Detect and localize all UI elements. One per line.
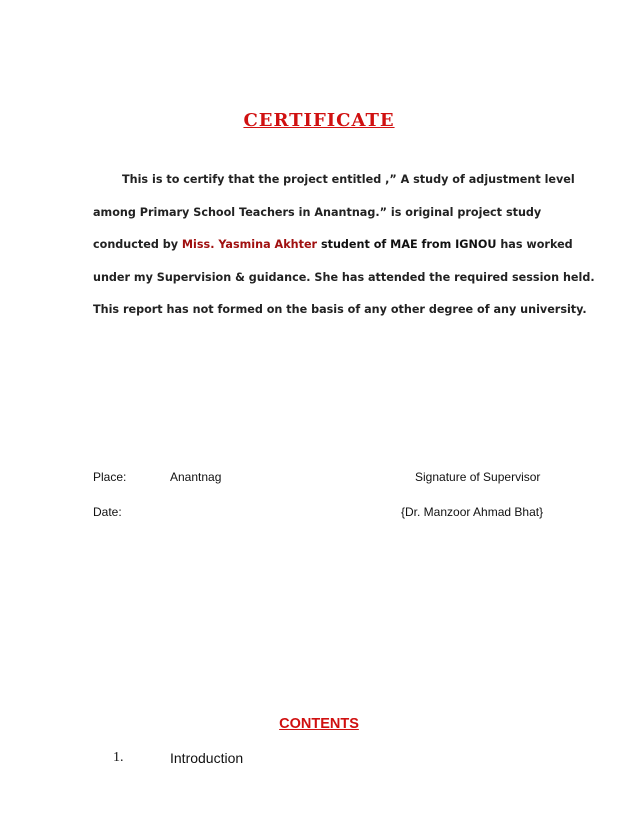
certificate-body: [93, 164, 595, 327]
date-label: Date:: [93, 505, 122, 519]
line-3-middle: student of MAE from IGNOU: [317, 238, 497, 251]
word: original: [405, 205, 454, 219]
certificate-line-3: [93, 229, 573, 262]
certificate-line-4: under my Supervision & guidance. She has attended the required session held.: [93, 270, 595, 284]
certificate-line-1: This is to certify that the project entitled ,” A study of adjustment level: [122, 173, 575, 186]
word: in: [298, 205, 311, 219]
place-label: Place:: [93, 470, 127, 484]
certificate-line-2: [93, 197, 573, 230]
certificate-title: CERTIFICATE: [243, 110, 395, 131]
toc-item-label: Introduction: [170, 750, 244, 766]
word: Anantnag.”: [314, 205, 387, 219]
word: is: [390, 205, 402, 219]
toc-item-number: 1.: [113, 750, 124, 765]
word: project: [457, 205, 503, 219]
place-value: Anantnag: [170, 470, 222, 484]
word: Primary: [139, 205, 190, 219]
signature-label: Signature of Supervisor: [415, 470, 541, 484]
contents-title: CONTENTS: [279, 716, 359, 732]
certificate-line-5: This report has not formed on the basis of any other degree of any university.: [93, 303, 587, 316]
line-3-prefix: conducted by: [93, 238, 182, 251]
word: Teachers: [239, 205, 295, 219]
supervisor-name: {Dr. Manzoor Ahmad Bhat}: [401, 505, 544, 519]
word: study: [505, 205, 542, 219]
word: among: [93, 205, 136, 219]
word: School: [193, 205, 236, 219]
line-3-suffix: has worked: [496, 238, 573, 251]
student-name: Miss. Yasmina Akhter: [181, 238, 318, 251]
